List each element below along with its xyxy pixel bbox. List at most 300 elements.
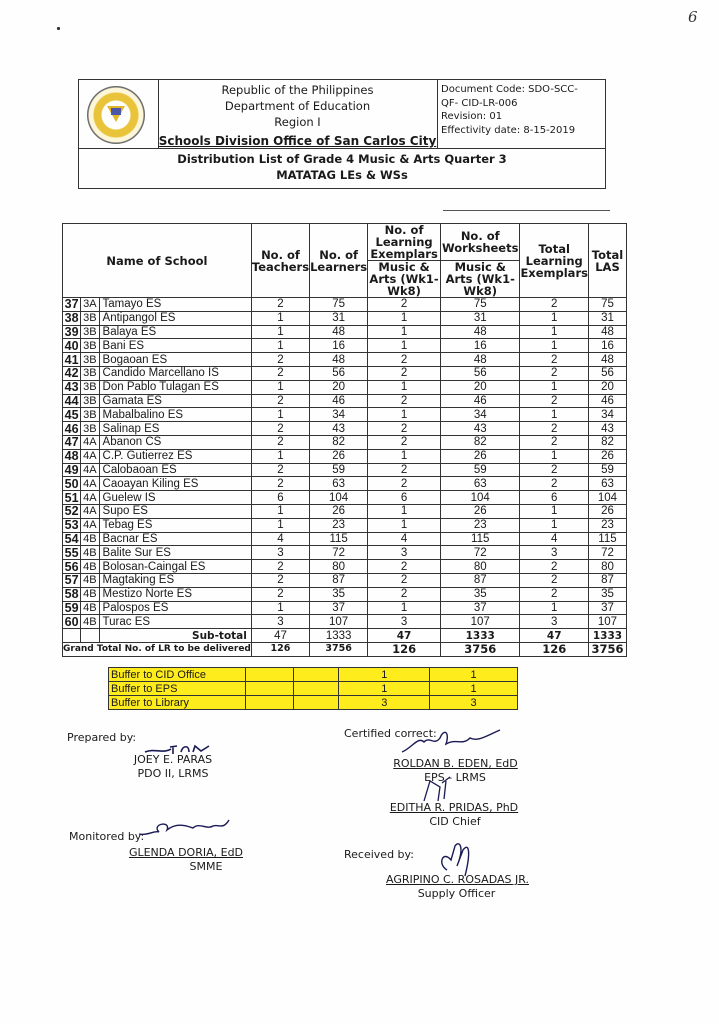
school-name: Salinap ES (99, 422, 251, 436)
district-code: 3B (81, 325, 99, 339)
teachers-count: 3 (251, 615, 309, 629)
exemplars-count: 2 (368, 366, 441, 380)
district-code: 3B (81, 380, 99, 394)
learners-count: 34 (310, 408, 368, 422)
row-number: 39 (63, 325, 81, 339)
empty-cell (245, 668, 293, 682)
chief-name: EDITHA R. PRIDAS, PhD (389, 801, 519, 814)
total-las: 75 (588, 298, 626, 312)
total-exemplars: 2 (520, 394, 589, 408)
teachers-count: 2 (251, 422, 309, 436)
row-number: 50 (63, 477, 81, 491)
learners-count: 56 (310, 366, 368, 380)
worksheets-count: 35 (441, 587, 520, 601)
district-code: 3B (81, 339, 99, 353)
subtotal-teachers: 47 (251, 629, 309, 643)
total-exemplars: 3 (520, 615, 589, 629)
table-row (63, 298, 627, 312)
school-name: Palospos ES (99, 601, 251, 615)
school-name: Candido Marcellano IS (99, 366, 251, 380)
district-code: 4B (81, 560, 99, 574)
teachers-count: 2 (251, 560, 309, 574)
teachers-count: 1 (251, 325, 309, 339)
school-name: Balite Sur ES (99, 546, 251, 560)
grand-total-exemplars: 126 (368, 642, 441, 656)
buffer-label: Buffer to CID Office (109, 668, 246, 682)
document-control-block (441, 83, 578, 137)
worksheets-count: 43 (441, 422, 520, 436)
division-office-name: Schools Division Office of San Carlos City (158, 134, 437, 148)
total-las: 16 (588, 339, 626, 353)
school-name: Abanon CS (99, 435, 251, 449)
exemplars-count: 1 (368, 380, 441, 394)
total-exemplars: 2 (520, 587, 589, 601)
col-header-total-las: Total LAS (588, 224, 626, 298)
total-las: 31 (588, 311, 626, 325)
buffer-body (109, 668, 518, 710)
teachers-count: 6 (251, 491, 309, 505)
received-by-label: Received by: (344, 848, 414, 861)
table-row (63, 504, 627, 518)
total-exemplars: 2 (520, 477, 589, 491)
buffer-worksheets: 1 (430, 682, 518, 696)
header-row-1 (63, 224, 627, 261)
school-name: Antipangol ES (99, 311, 251, 325)
subtotal-worksheets: 1333 (441, 629, 520, 643)
received-title: Supply Officer (417, 887, 496, 900)
exemplars-count: 2 (368, 587, 441, 601)
table-row (63, 435, 627, 449)
worksheets-count: 107 (441, 615, 520, 629)
exemplars-count: 2 (368, 463, 441, 477)
worksheets-count: 16 (441, 339, 520, 353)
distribution-table (62, 223, 627, 657)
school-name: Magtaking ES (99, 573, 251, 587)
table-row (63, 394, 627, 408)
school-name: Don Pablo Tulagan ES (99, 380, 251, 394)
teachers-count: 4 (251, 532, 309, 546)
learners-count: 80 (310, 560, 368, 574)
total-las: 48 (588, 353, 626, 367)
seal-deped-badge-icon (111, 108, 121, 115)
row-number: 45 (63, 408, 81, 422)
table-row (63, 311, 627, 325)
row-number: 56 (63, 560, 81, 574)
table-row (63, 463, 627, 477)
row-number: 47 (63, 435, 81, 449)
exemplars-count: 1 (368, 449, 441, 463)
district-code: 4B (81, 615, 99, 629)
district-code: 4A (81, 463, 99, 477)
table-row (63, 546, 627, 560)
empty-cell (81, 629, 99, 643)
exemplars-count: 3 (368, 546, 441, 560)
total-las: 87 (588, 573, 626, 587)
row-number: 46 (63, 422, 81, 436)
certified-title: EPS - LRMS (424, 771, 486, 784)
teachers-count: 1 (251, 380, 309, 394)
worksheets-count: 56 (441, 366, 520, 380)
total-exemplars: 3 (520, 546, 589, 560)
grand-total-worksheets: 3756 (441, 642, 520, 656)
table-row (63, 366, 627, 380)
total-las: 20 (588, 380, 626, 394)
signature-doria-icon (137, 818, 237, 842)
total-las: 34 (588, 408, 626, 422)
learners-count: 72 (310, 546, 368, 560)
received-name: AGRIPINO C. ROSADAS JR. (386, 873, 529, 886)
total-las: 80 (588, 560, 626, 574)
school-name: Bolosan-Caingal ES (99, 560, 251, 574)
learners-count: 75 (310, 298, 368, 312)
buffer-table (108, 667, 518, 710)
district-code: 3B (81, 394, 99, 408)
empty-cell (63, 629, 81, 643)
district-code: 4A (81, 449, 99, 463)
teachers-count: 2 (251, 366, 309, 380)
school-name: Mestizo Norte ES (99, 587, 251, 601)
table-row (63, 408, 627, 422)
total-las: 107 (588, 615, 626, 629)
learners-count: 31 (310, 311, 368, 325)
row-number: 57 (63, 573, 81, 587)
row-number: 59 (63, 601, 81, 615)
total-exemplars: 2 (520, 422, 589, 436)
total-las: 82 (588, 435, 626, 449)
school-name: Gamata ES (99, 394, 251, 408)
school-name: Calobaoan ES (99, 463, 251, 477)
exemplars-count: 1 (368, 325, 441, 339)
table-row (63, 615, 627, 629)
table-row (63, 477, 627, 491)
school-name: Bacnar ES (99, 532, 251, 546)
header-top-row (79, 80, 605, 149)
worksheets-count: 26 (441, 504, 520, 518)
exemplars-count: 2 (368, 573, 441, 587)
district-code: 4A (81, 435, 99, 449)
total-exemplars: 1 (520, 449, 589, 463)
teachers-count: 3 (251, 546, 309, 560)
table-row (63, 560, 627, 574)
teachers-count: 1 (251, 518, 309, 532)
total-exemplars: 1 (520, 408, 589, 422)
worksheets-count: 48 (441, 325, 520, 339)
agency-line-1: Republic of the Philippines (221, 83, 374, 97)
exemplars-count: 1 (368, 311, 441, 325)
learners-count: 43 (310, 422, 368, 436)
school-name: Tebag ES (99, 518, 251, 532)
certified-name: ROLDAN B. EDEN, EdD (393, 757, 518, 770)
total-las: 59 (588, 463, 626, 477)
total-las: 104 (588, 491, 626, 505)
total-exemplars: 2 (520, 366, 589, 380)
total-exemplars: 2 (520, 353, 589, 367)
empty-cell (245, 696, 293, 710)
school-name: Supo ES (99, 504, 251, 518)
subtotal-label: Sub-total (99, 629, 251, 643)
learners-count: 37 (310, 601, 368, 615)
district-code: 4A (81, 491, 99, 505)
teachers-count: 2 (251, 353, 309, 367)
buffer-worksheets: 1 (430, 668, 518, 682)
buffer-exemplars: 1 (339, 682, 430, 696)
empty-cell (293, 696, 339, 710)
certified-correct-label: Certified correct: (344, 727, 437, 740)
buffer-exemplars: 1 (339, 668, 430, 682)
worksheets-count: 59 (441, 463, 520, 477)
total-las: 23 (588, 518, 626, 532)
learners-count: 104 (310, 491, 368, 505)
school-name: C.P. Gutierrez ES (99, 449, 251, 463)
row-number: 42 (63, 366, 81, 380)
agency-line-2: Department of Education (224, 99, 371, 113)
buffer-row (109, 696, 518, 710)
teachers-count: 2 (251, 587, 309, 601)
total-las: 26 (588, 504, 626, 518)
monitored-title: SMME (189, 860, 223, 873)
table-row (63, 573, 627, 587)
table-row (63, 339, 627, 353)
total-las: 115 (588, 532, 626, 546)
agency-block (158, 80, 438, 148)
learners-count: 87 (310, 573, 368, 587)
document-code-line-1: Document Code: SDO-SCC- (441, 84, 578, 95)
learners-count: 23 (310, 518, 368, 532)
worksheets-count: 72 (441, 546, 520, 560)
title-line-2: MATATAG LEs & WSs (276, 168, 408, 182)
effectivity-date: Effectivity date: 8-15-2019 (441, 124, 576, 136)
total-las: 72 (588, 546, 626, 560)
school-name: Turac ES (99, 615, 251, 629)
table-row (63, 491, 627, 505)
total-exemplars: 1 (520, 339, 589, 353)
school-name: Bani ES (99, 339, 251, 353)
table-row (63, 353, 627, 367)
col-header-exemplars: No. of Learning Exemplars (368, 224, 441, 261)
district-code: 4A (81, 477, 99, 491)
teachers-count: 1 (251, 311, 309, 325)
table-body (63, 298, 627, 629)
agency-line-3: Region I (274, 115, 321, 129)
row-number: 48 (63, 449, 81, 463)
learners-count: 59 (310, 463, 368, 477)
exemplars-count: 1 (368, 518, 441, 532)
worksheets-count: 63 (441, 477, 520, 491)
exemplars-count: 1 (368, 504, 441, 518)
district-code: 4B (81, 587, 99, 601)
exemplars-count: 6 (368, 491, 441, 505)
table-row (63, 532, 627, 546)
col-subheader-exemplars: Music & Arts (Wk1-Wk8) (369, 260, 439, 298)
scan-speck (57, 27, 60, 30)
row-number: 43 (63, 380, 81, 394)
school-name: Caoayan Kiling ES (99, 477, 251, 491)
worksheets-count: 115 (441, 532, 520, 546)
grand-total-label: Grand Total No. of LR to be delivered (63, 644, 251, 655)
exemplars-count: 1 (368, 601, 441, 615)
signature-pridas-icon (420, 775, 460, 803)
total-las: 26 (588, 449, 626, 463)
subtotal-total-exemplars: 47 (520, 629, 589, 643)
buffer-exemplars: 3 (339, 696, 430, 710)
prepared-title: PDO II, LRMS (137, 767, 209, 780)
buffer-label: Buffer to EPS (109, 682, 246, 696)
total-exemplars: 4 (520, 532, 589, 546)
col-header-total-exemplars: Total Learning Exemplars (520, 224, 589, 298)
exemplars-count: 2 (368, 435, 441, 449)
total-exemplars: 2 (520, 298, 589, 312)
worksheets-count: 48 (441, 353, 520, 367)
grand-total-learners: 3756 (310, 642, 368, 656)
row-number: 37 (63, 298, 81, 312)
district-code: 4A (81, 518, 99, 532)
exemplars-count: 2 (368, 560, 441, 574)
school-name: Balaya ES (99, 325, 251, 339)
learners-count: 48 (310, 325, 368, 339)
buffer-row (109, 668, 518, 682)
district-code: 3A (81, 298, 99, 312)
buffer-worksheets: 3 (430, 696, 518, 710)
district-code: 3B (81, 408, 99, 422)
row-number: 51 (63, 491, 81, 505)
document-code-line-2: QF- CID-LR-006 (441, 97, 518, 109)
worksheets-count: 23 (441, 518, 520, 532)
row-number: 41 (63, 353, 81, 367)
total-exemplars: 2 (520, 435, 589, 449)
total-exemplars: 1 (520, 380, 589, 394)
district-code: 3B (81, 366, 99, 380)
worksheets-count: 87 (441, 573, 520, 587)
school-name: Mabalbalino ES (99, 408, 251, 422)
total-exemplars: 1 (520, 311, 589, 325)
worksheets-count: 34 (441, 408, 520, 422)
learners-count: 115 (310, 532, 368, 546)
teachers-count: 1 (251, 339, 309, 353)
teachers-count: 2 (251, 435, 309, 449)
col-header-learners: No. of Learners (310, 224, 368, 298)
total-las: 46 (588, 394, 626, 408)
teachers-count: 2 (251, 298, 309, 312)
row-number: 60 (63, 615, 81, 629)
grand-total-total-las: 3756 (588, 642, 626, 656)
learners-count: 107 (310, 615, 368, 629)
district-code: 4B (81, 532, 99, 546)
monitored-name: GLENDA DORIA, EdD (128, 846, 244, 859)
worksheets-count: 31 (441, 311, 520, 325)
exemplars-count: 1 (368, 408, 441, 422)
table-row (63, 325, 627, 339)
total-exemplars: 1 (520, 601, 589, 615)
total-las: 56 (588, 366, 626, 380)
teachers-count: 1 (251, 408, 309, 422)
chief-title: CID Chief (429, 815, 481, 828)
handwritten-page-number: 6 (688, 8, 698, 26)
total-exemplars: 1 (520, 325, 589, 339)
learners-count: 26 (310, 449, 368, 463)
exemplars-count: 2 (368, 422, 441, 436)
table-row (63, 449, 627, 463)
teachers-count: 2 (251, 477, 309, 491)
row-number: 38 (63, 311, 81, 325)
row-number: 53 (63, 518, 81, 532)
worksheets-count: 75 (441, 298, 520, 312)
row-number: 58 (63, 587, 81, 601)
row-number: 52 (63, 504, 81, 518)
buffer-row (109, 682, 518, 696)
learners-count: 35 (310, 587, 368, 601)
document-title (79, 151, 605, 183)
table-row (63, 422, 627, 436)
grand-total-row (63, 642, 627, 656)
teachers-count: 1 (251, 601, 309, 615)
subtotal-row (63, 629, 627, 643)
total-las: 48 (588, 325, 626, 339)
monitored-by-label: Monitored by: (69, 830, 145, 843)
row-number: 49 (63, 463, 81, 477)
teachers-count: 2 (251, 573, 309, 587)
learners-count: 16 (310, 339, 368, 353)
table-row (63, 601, 627, 615)
subtotal-total-las: 1333 (588, 629, 626, 643)
teachers-count: 1 (251, 504, 309, 518)
teachers-count: 1 (251, 449, 309, 463)
total-las: 63 (588, 477, 626, 491)
district-code: 3B (81, 353, 99, 367)
exemplars-count: 2 (368, 298, 441, 312)
school-name: Tamayo ES (99, 298, 251, 312)
signature-eden-icon (400, 726, 510, 756)
teachers-count: 2 (251, 463, 309, 477)
district-code: 3B (81, 422, 99, 436)
col-header-school: Name of School (63, 224, 252, 298)
row-number: 54 (63, 532, 81, 546)
col-subheader-worksheets: Music & Arts (Wk1-Wk8) (441, 261, 520, 298)
total-exemplars: 2 (520, 573, 589, 587)
total-las: 43 (588, 422, 626, 436)
total-exemplars: 1 (520, 518, 589, 532)
table-row (63, 518, 627, 532)
learners-count: 63 (310, 477, 368, 491)
exemplars-count: 2 (368, 394, 441, 408)
district-code: 4B (81, 573, 99, 587)
school-name: Guelew IS (99, 491, 251, 505)
exemplars-count: 1 (368, 339, 441, 353)
worksheets-count: 20 (441, 380, 520, 394)
total-exemplars: 2 (520, 560, 589, 574)
empty-cell (293, 682, 339, 696)
learners-count: 20 (310, 380, 368, 394)
learners-count: 46 (310, 394, 368, 408)
worksheets-count: 46 (441, 394, 520, 408)
row-number: 40 (63, 339, 81, 353)
district-code: 4B (81, 601, 99, 615)
district-code: 3B (81, 311, 99, 325)
total-exemplars: 6 (520, 491, 589, 505)
learners-count: 26 (310, 504, 368, 518)
logo-cell (79, 80, 159, 148)
learners-count: 82 (310, 435, 368, 449)
row-number: 55 (63, 546, 81, 560)
blank-signature-line (443, 210, 610, 211)
buffer-label: Buffer to Library (109, 696, 246, 710)
learners-count: 48 (310, 353, 368, 367)
school-name: Bogaoan ES (99, 353, 251, 367)
worksheets-count: 104 (441, 491, 520, 505)
empty-cell (245, 682, 293, 696)
total-las: 37 (588, 601, 626, 615)
prepared-by-label: Prepared by: (67, 731, 137, 744)
total-las: 35 (588, 587, 626, 601)
